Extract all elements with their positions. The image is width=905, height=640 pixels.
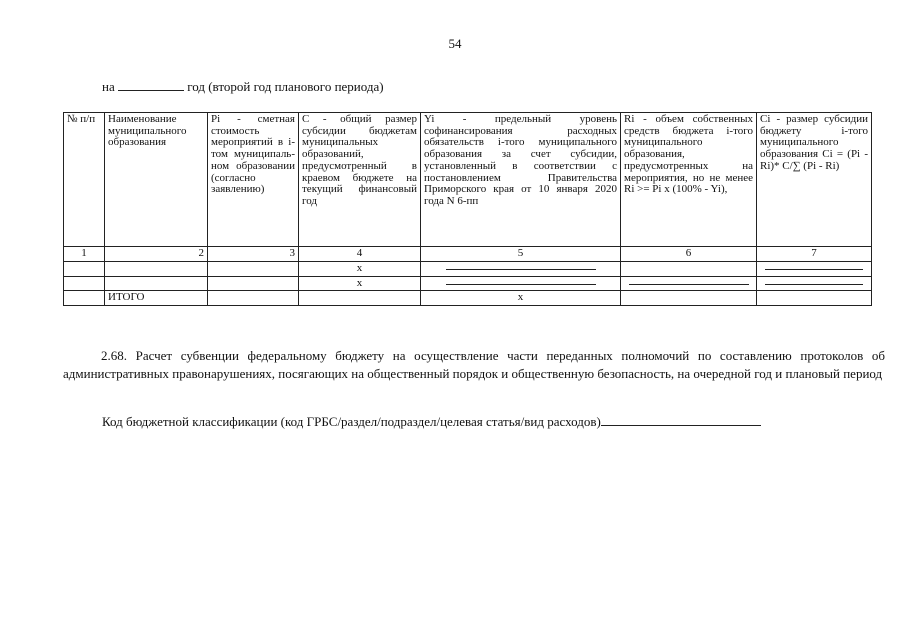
total-label: ИТОГО	[105, 291, 208, 306]
fill-line	[765, 278, 863, 285]
fill-line	[765, 263, 863, 270]
table-cell	[757, 291, 872, 306]
table-cell: x	[299, 262, 421, 277]
column-number: 3	[208, 247, 299, 262]
header-cell-ci: Ci - размер субсидии бюджету i-того муниципального образования Ci = (Pi - Ri)* C/∑ (Pi - Ri)	[757, 113, 872, 247]
column-number: 4	[299, 247, 421, 262]
header-cell-pi: Pi - сметная стоимость мероприятий в i-том муниципаль-ном образовании (согласно заявлению)	[208, 113, 299, 247]
table-cell	[64, 276, 105, 291]
kbk-blank	[601, 415, 761, 426]
column-number-row	[64, 247, 872, 262]
table-cell	[64, 262, 105, 277]
fill-line	[629, 278, 749, 285]
header-cell-yi: Yi - предельный уровень софинансирования расходных обязательств i-того муниципального образования за счет субсидии, установленный в соответствии с постановлением Правительства Приморского края от 10 января 2020 года N 6-пп	[421, 113, 621, 247]
table-cell	[299, 291, 421, 306]
table-cell	[64, 291, 105, 306]
total-mark: x	[421, 291, 621, 306]
header-cell-ri: Ri - объем собственных средств бюджета i-того муниципального образования, предусмотренных на мероприятия, но не менее Ri >= Pi x (100% - Yi),	[621, 113, 757, 247]
table-cell	[208, 276, 299, 291]
period-line	[102, 79, 384, 95]
kbk-line	[102, 414, 761, 430]
kbk-label: Код бюджетной классификации (код ГРБС/раздел/подраздел/целевая статья/вид расходов)	[102, 414, 601, 429]
table-row	[64, 276, 872, 291]
table-cell	[105, 276, 208, 291]
table-cell	[421, 262, 621, 277]
column-number: 1	[64, 247, 105, 262]
table-cell	[208, 262, 299, 277]
table-row	[64, 262, 872, 277]
header-row	[64, 113, 872, 247]
table-cell	[421, 276, 621, 291]
column-number: 2	[105, 247, 208, 262]
table-cell	[621, 291, 757, 306]
section-paragraph: 2.68. Расчет субвенции федеральному бюджету на осуществление части переданных полномочий по составлению протоколов об административных правонарушениях, посягающих на общественный порядок и общественную безопасность, на очередной год и плановый период	[63, 348, 885, 381]
column-number: 6	[621, 247, 757, 262]
fill-line	[446, 263, 596, 270]
table-cell	[621, 262, 757, 277]
subsidy-table	[63, 112, 872, 306]
table-cell	[757, 262, 872, 277]
total-row	[64, 291, 872, 306]
table-cell: x	[299, 276, 421, 291]
header-cell-number: № п/п	[64, 113, 105, 247]
year-blank	[118, 80, 184, 91]
period-prefix: на	[102, 79, 115, 94]
table-cell	[208, 291, 299, 306]
header-cell-c: C - общий размер субсидии бюджетам муниципальных образований, предусмотренный в краевом бюджете на текущий финансовый год	[299, 113, 421, 247]
header-cell-municipality: Наименование муниципального образования	[105, 113, 208, 247]
table-cell	[105, 262, 208, 277]
period-suffix: год (второй год планового периода)	[187, 79, 384, 94]
table-cell	[621, 276, 757, 291]
fill-line	[446, 278, 596, 285]
column-number: 7	[757, 247, 872, 262]
page-number: 54	[448, 36, 462, 51]
table-cell	[757, 276, 872, 291]
column-number: 5	[421, 247, 621, 262]
